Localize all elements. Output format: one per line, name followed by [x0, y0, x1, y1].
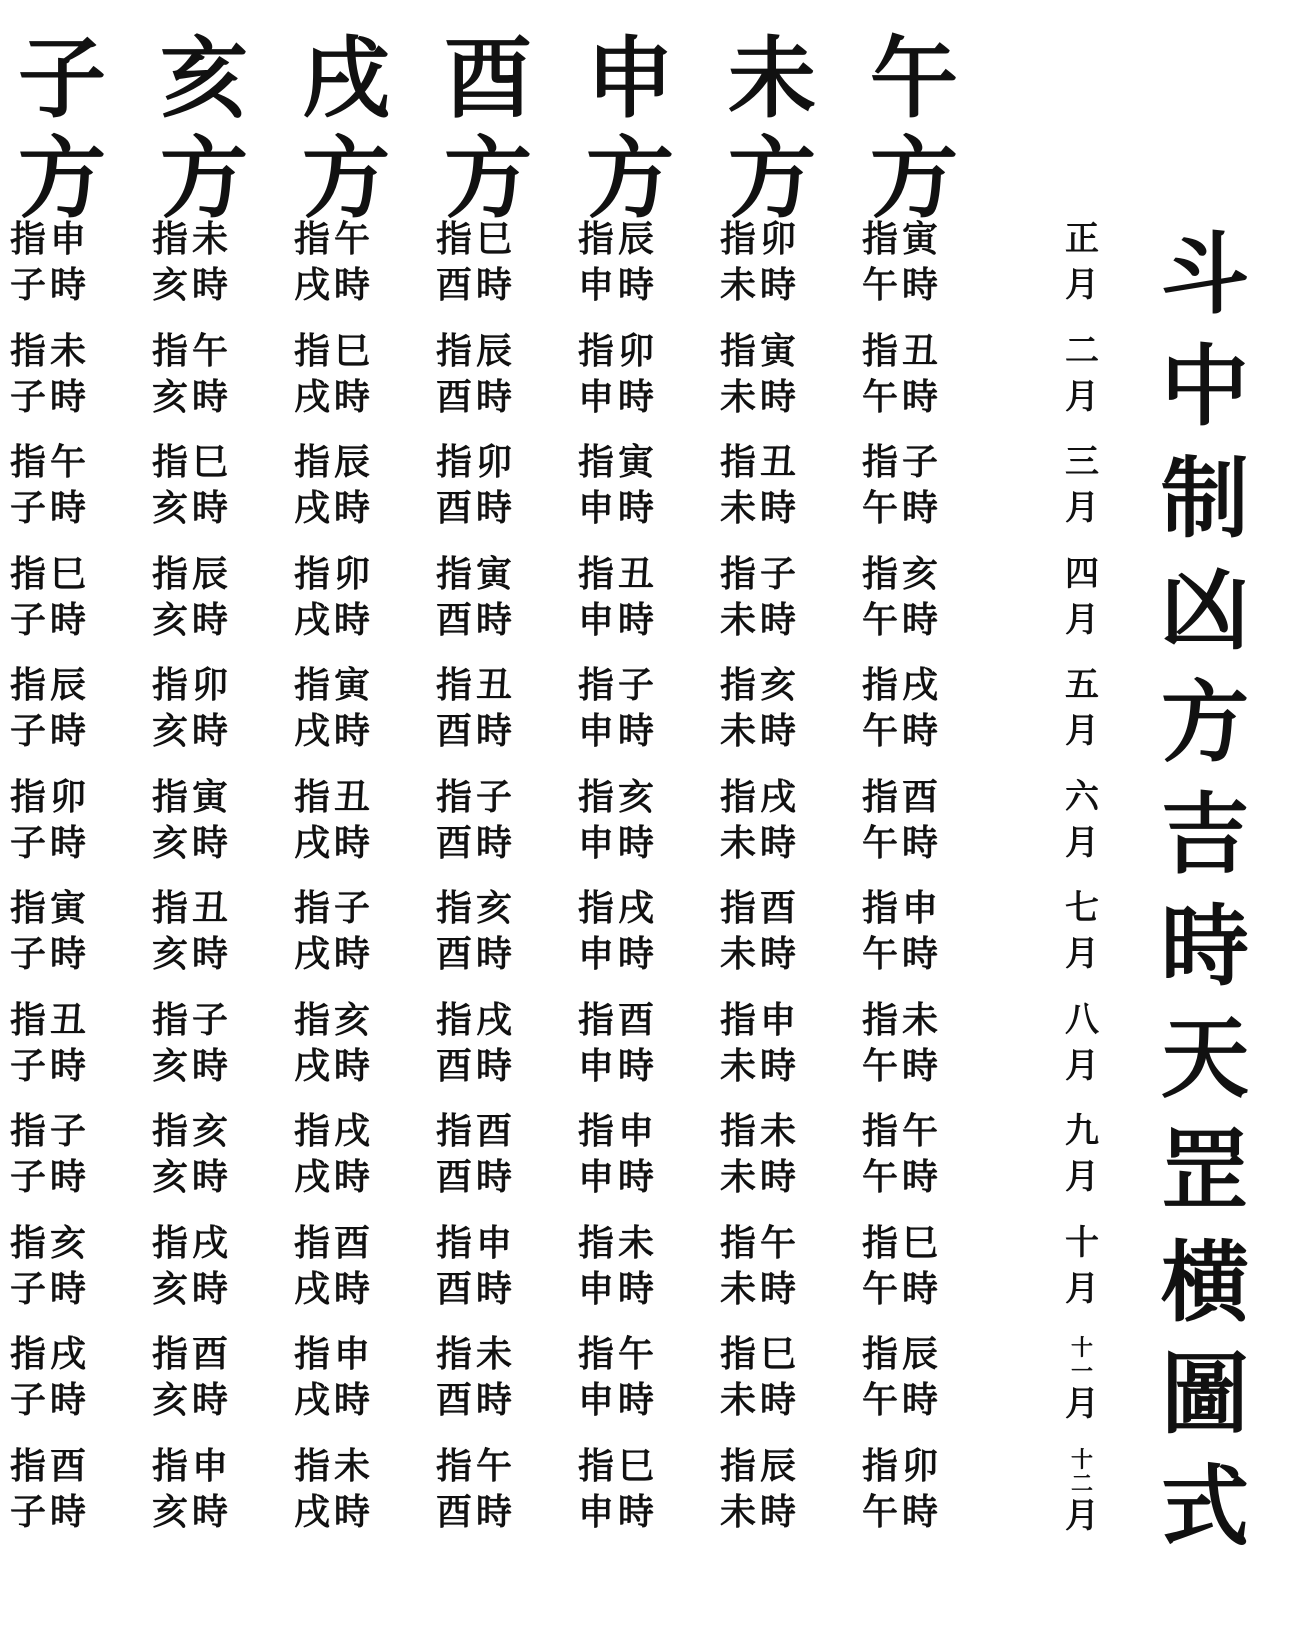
month-number: 九 — [1065, 1111, 1099, 1151]
cell-hour-text: 酉時 — [436, 1268, 517, 1310]
month-suffix: 月 — [1065, 1268, 1099, 1309]
month-number: 十一 — [1070, 1336, 1093, 1386]
cell-pointer-text: 指申 — [294, 1334, 375, 1375]
cell-pointer-text: 指巳 — [862, 1222, 943, 1264]
cell-hour-text: 未時 — [720, 265, 801, 306]
month-number: 十 — [1065, 1222, 1099, 1263]
title-char: 凶 — [1160, 558, 1249, 662]
month-number: 正 — [1065, 219, 1099, 259]
cell-hour-text: 戌時 — [294, 1491, 375, 1533]
cell-pointer-text: 指寅 — [10, 888, 91, 929]
cell-hour-text: 子時 — [10, 1268, 91, 1310]
cell-hour-text: 午時 — [862, 1491, 943, 1533]
cell-pointer-text: 指子 — [578, 665, 659, 706]
cell-pointer-text: 指酉 — [436, 1111, 517, 1152]
title-char: 横 — [1160, 1230, 1249, 1334]
cell-pointer-text: 指子 — [862, 442, 943, 483]
cell-pointer-text: 指亥 — [152, 1111, 233, 1152]
cell-hour-text: 戌時 — [294, 934, 375, 975]
cell-hour-text: 未時 — [720, 934, 801, 975]
cell-pointer-text: 指亥 — [720, 665, 801, 706]
cell-pointer-text: 指申 — [862, 888, 943, 929]
cell-pointer-text: 指丑 — [294, 776, 375, 818]
cell-hour-text: 亥時 — [152, 599, 233, 641]
cell-pointer-text: 指丑 — [578, 553, 659, 595]
month-label — [1062, 888, 1102, 974]
title-char: 式 — [1160, 1454, 1249, 1558]
cell-pointer-text: 指戌 — [862, 665, 943, 706]
cell-pointer-text: 指巳 — [578, 1445, 659, 1487]
cell-hour-text: 酉時 — [436, 1045, 517, 1087]
page-title — [1150, 218, 1260, 1562]
cell-hour-text: 未時 — [720, 1380, 801, 1421]
cell-hour-text: 戌時 — [294, 1045, 375, 1087]
cell-hour-text: 午時 — [862, 376, 943, 418]
cell-pointer-text: 指未 — [152, 219, 233, 260]
cell-hour-text: 午時 — [862, 1045, 943, 1087]
cell-pointer-text: 指未 — [294, 1445, 375, 1487]
cell-pointer-text: 指午 — [436, 1445, 517, 1487]
cell-pointer-text: 指丑 — [152, 888, 233, 929]
cell-hour-text: 子時 — [10, 265, 91, 306]
cell-pointer-text: 指酉 — [578, 999, 659, 1041]
cell-pointer-text: 指申 — [720, 999, 801, 1041]
cell-pointer-text: 指丑 — [436, 665, 517, 706]
month-label — [1062, 1222, 1102, 1309]
direction-branch: 子 — [17, 26, 106, 130]
cell-pointer-text: 指寅 — [294, 665, 375, 706]
cell-pointer-text: 指卯 — [10, 776, 91, 818]
cell-pointer-text: 指申 — [10, 219, 91, 260]
cell-hour-text: 酉時 — [436, 711, 517, 752]
month-number: 八 — [1065, 999, 1099, 1040]
cell-hour-text: 亥時 — [152, 822, 233, 864]
title-char: 吉 — [1160, 782, 1249, 886]
month-suffix: 月 — [1065, 599, 1099, 640]
cell-hour-text: 戌時 — [294, 822, 375, 864]
cell-hour-text: 未時 — [720, 599, 801, 641]
cell-hour-text: 子時 — [10, 822, 91, 864]
cell-hour-text: 戌時 — [294, 376, 375, 418]
month-label — [1062, 1111, 1102, 1197]
cell-pointer-text: 指寅 — [152, 776, 233, 818]
cell-hour-text: 酉時 — [436, 1380, 517, 1421]
cell-pointer-text: 指丑 — [10, 999, 91, 1041]
cell-hour-text: 亥時 — [152, 376, 233, 418]
cell-hour-text: 未時 — [720, 1491, 801, 1533]
cell-hour-text: 未時 — [720, 1045, 801, 1087]
cell-hour-text: 酉時 — [436, 376, 517, 418]
month-label — [1062, 999, 1102, 1086]
cell-hour-text: 申時 — [578, 1045, 659, 1087]
cell-hour-text: 申時 — [578, 711, 659, 752]
cell-hour-text: 未時 — [720, 488, 801, 529]
cell-pointer-text: 指午 — [152, 330, 233, 372]
cell-hour-text: 亥時 — [152, 1045, 233, 1087]
title-char: 中 — [1160, 334, 1249, 438]
cell-pointer-text: 指戌 — [720, 776, 801, 818]
cell-hour-text: 子時 — [10, 1157, 91, 1198]
cell-pointer-text: 指辰 — [720, 1445, 801, 1487]
cell-pointer-text: 指巳 — [294, 330, 375, 372]
title-char: 時 — [1160, 894, 1249, 998]
month-number: 六 — [1065, 776, 1099, 817]
cell-pointer-text: 指戌 — [578, 888, 659, 929]
cell-hour-text: 午時 — [862, 599, 943, 641]
cell-hour-text: 戌時 — [294, 711, 375, 752]
month-number: 七 — [1065, 888, 1099, 928]
month-suffix: 月 — [1065, 1384, 1099, 1425]
month-suffix: 月 — [1065, 265, 1099, 305]
cell-pointer-text: 指卯 — [436, 442, 517, 483]
direction-branch: 亥 — [159, 26, 248, 130]
cell-pointer-text: 指卯 — [862, 1445, 943, 1487]
title-char: 天 — [1160, 1006, 1249, 1110]
cell-pointer-text: 指亥 — [578, 776, 659, 818]
month-label — [1062, 219, 1102, 305]
cell-pointer-text: 指申 — [436, 1222, 517, 1264]
month-number: 十二 — [1070, 1447, 1093, 1497]
cell-pointer-text: 指寅 — [862, 219, 943, 260]
cell-hour-text: 未時 — [720, 376, 801, 418]
cell-hour-text: 戌時 — [294, 488, 375, 529]
cell-pointer-text: 指卯 — [294, 553, 375, 595]
cell-hour-text: 戌時 — [294, 265, 375, 306]
month-suffix: 月 — [1065, 711, 1099, 751]
cell-hour-text: 酉時 — [436, 1157, 517, 1198]
cell-hour-text: 酉時 — [436, 265, 517, 306]
direction-suffix: 方 — [159, 126, 248, 230]
month-suffix: 月 — [1065, 1495, 1099, 1536]
cell-hour-text: 戌時 — [294, 599, 375, 641]
cell-hour-text: 申時 — [578, 488, 659, 529]
cell-hour-text: 酉時 — [436, 822, 517, 864]
cell-hour-text: 子時 — [10, 488, 91, 529]
cell-pointer-text: 指子 — [720, 553, 801, 595]
cell-pointer-text: 指未 — [436, 1334, 517, 1375]
month-suffix: 月 — [1065, 1157, 1099, 1197]
cell-hour-text: 午時 — [862, 488, 943, 529]
month-suffix: 月 — [1065, 1045, 1099, 1086]
month-suffix: 月 — [1065, 376, 1099, 417]
cell-hour-text: 亥時 — [152, 711, 233, 752]
cell-hour-text: 子時 — [10, 599, 91, 641]
cell-hour-text: 申時 — [578, 599, 659, 641]
cell-hour-text: 午時 — [862, 822, 943, 864]
cell-hour-text: 申時 — [578, 822, 659, 864]
cell-pointer-text: 指子 — [152, 999, 233, 1041]
cell-pointer-text: 指辰 — [10, 665, 91, 706]
month-number: 五 — [1065, 665, 1099, 705]
cell-hour-text: 戌時 — [294, 1157, 375, 1198]
month-suffix: 月 — [1065, 934, 1099, 974]
cell-hour-text: 亥時 — [152, 934, 233, 975]
cell-hour-text: 申時 — [578, 934, 659, 975]
cell-hour-text: 子時 — [10, 1045, 91, 1087]
direction-branch: 午 — [869, 26, 958, 130]
cell-pointer-text: 指丑 — [720, 442, 801, 483]
cell-hour-text: 未時 — [720, 711, 801, 752]
title-char: 罡 — [1160, 1118, 1249, 1222]
cell-pointer-text: 指亥 — [862, 553, 943, 595]
cell-pointer-text: 指酉 — [862, 776, 943, 818]
cell-hour-text: 子時 — [10, 1491, 91, 1533]
cell-pointer-text: 指未 — [578, 1222, 659, 1264]
cell-pointer-text: 指戌 — [436, 999, 517, 1041]
cell-hour-text: 亥時 — [152, 1380, 233, 1421]
cell-pointer-text: 指未 — [862, 999, 943, 1041]
cell-pointer-text: 指戌 — [152, 1222, 233, 1264]
cell-hour-text: 亥時 — [152, 265, 233, 306]
month-label — [1062, 665, 1102, 751]
direction-suffix: 方 — [17, 126, 106, 230]
month-number: 二 — [1065, 330, 1099, 371]
direction-branch: 酉 — [443, 26, 532, 130]
cell-hour-text: 子時 — [10, 1380, 91, 1421]
cell-pointer-text: 指酉 — [294, 1222, 375, 1264]
title-char: 斗 — [1160, 222, 1249, 326]
cell-hour-text: 亥時 — [152, 1268, 233, 1310]
month-suffix: 月 — [1065, 822, 1099, 863]
cell-pointer-text: 指寅 — [436, 553, 517, 595]
cell-hour-text: 戌時 — [294, 1380, 375, 1421]
cell-hour-text: 申時 — [578, 265, 659, 306]
title-char: 圖 — [1160, 1342, 1249, 1446]
cell-pointer-text: 指寅 — [720, 330, 801, 372]
cell-hour-text: 午時 — [862, 934, 943, 975]
direction-suffix: 方 — [727, 126, 816, 230]
direction-suffix: 方 — [869, 126, 958, 230]
cell-hour-text: 酉時 — [436, 488, 517, 529]
cell-pointer-text: 指巳 — [436, 219, 517, 260]
cell-hour-text: 申時 — [578, 1491, 659, 1533]
cell-hour-text: 午時 — [862, 711, 943, 752]
cell-hour-text: 子時 — [10, 934, 91, 975]
cell-hour-text: 子時 — [10, 376, 91, 418]
cell-pointer-text: 指卯 — [578, 330, 659, 372]
cell-hour-text: 申時 — [578, 376, 659, 418]
cell-hour-text: 申時 — [578, 1380, 659, 1421]
cell-pointer-text: 指子 — [294, 888, 375, 929]
month-label — [1062, 1336, 1102, 1425]
direction-branch: 申 — [585, 26, 674, 130]
cell-pointer-text: 指寅 — [578, 442, 659, 483]
direction-branch: 未 — [727, 26, 816, 130]
cell-hour-text: 亥時 — [152, 1157, 233, 1198]
month-number: 四 — [1065, 553, 1099, 594]
cell-hour-text: 午時 — [862, 1268, 943, 1310]
cell-hour-text: 亥時 — [152, 1491, 233, 1533]
cell-pointer-text: 指子 — [10, 1111, 91, 1152]
cell-hour-text: 午時 — [862, 265, 943, 306]
direction-suffix: 方 — [443, 126, 532, 230]
cell-pointer-text: 指辰 — [152, 553, 233, 595]
month-label — [1062, 776, 1102, 863]
cell-hour-text: 亥時 — [152, 488, 233, 529]
month-label — [1062, 553, 1102, 640]
cell-hour-text: 申時 — [578, 1157, 659, 1198]
cell-pointer-text: 指巳 — [152, 442, 233, 483]
month-number: 三 — [1065, 442, 1099, 482]
cell-hour-text: 未時 — [720, 1268, 801, 1310]
month-label — [1062, 1447, 1102, 1536]
cell-pointer-text: 指酉 — [152, 1334, 233, 1375]
cell-hour-text: 酉時 — [436, 934, 517, 975]
cell-hour-text: 子時 — [10, 711, 91, 752]
cell-pointer-text: 指未 — [720, 1111, 801, 1152]
cell-hour-text: 未時 — [720, 1157, 801, 1198]
cell-pointer-text: 指辰 — [294, 442, 375, 483]
cell-pointer-text: 指酉 — [10, 1445, 91, 1487]
cell-pointer-text: 指辰 — [578, 219, 659, 260]
cell-pointer-text: 指戌 — [294, 1111, 375, 1152]
cell-hour-text: 未時 — [720, 822, 801, 864]
cell-pointer-text: 指申 — [152, 1445, 233, 1487]
cell-pointer-text: 指未 — [10, 330, 91, 372]
cell-hour-text: 酉時 — [436, 1491, 517, 1533]
cell-pointer-text: 指午 — [578, 1334, 659, 1375]
cell-pointer-text: 指酉 — [720, 888, 801, 929]
cell-pointer-text: 指亥 — [10, 1222, 91, 1264]
direction-branch: 戌 — [301, 26, 390, 130]
cell-hour-text: 申時 — [578, 1268, 659, 1310]
cell-pointer-text: 指午 — [720, 1222, 801, 1264]
cell-hour-text: 午時 — [862, 1157, 943, 1198]
cell-pointer-text: 指午 — [10, 442, 91, 483]
cell-pointer-text: 指亥 — [294, 999, 375, 1041]
month-suffix: 月 — [1065, 488, 1099, 528]
cell-pointer-text: 指卯 — [720, 219, 801, 260]
month-label — [1062, 330, 1102, 417]
cell-pointer-text: 指申 — [578, 1111, 659, 1152]
cell-pointer-text: 指午 — [294, 219, 375, 260]
title-char: 方 — [1160, 670, 1249, 774]
cell-pointer-text: 指巳 — [720, 1334, 801, 1375]
cell-pointer-text: 指亥 — [436, 888, 517, 929]
direction-suffix: 方 — [301, 126, 390, 230]
cell-pointer-text: 指辰 — [436, 330, 517, 372]
cell-pointer-text: 指卯 — [152, 665, 233, 706]
cell-hour-text: 酉時 — [436, 599, 517, 641]
direction-suffix: 方 — [585, 126, 674, 230]
cell-pointer-text: 指巳 — [10, 553, 91, 595]
month-label — [1062, 442, 1102, 528]
cell-pointer-text: 指丑 — [862, 330, 943, 372]
cell-pointer-text: 指子 — [436, 776, 517, 818]
cell-pointer-text: 指辰 — [862, 1334, 943, 1375]
cell-pointer-text: 指戌 — [10, 1334, 91, 1375]
cell-pointer-text: 指午 — [862, 1111, 943, 1152]
title-char: 制 — [1160, 446, 1249, 550]
cell-hour-text: 戌時 — [294, 1268, 375, 1310]
cell-hour-text: 午時 — [862, 1380, 943, 1421]
